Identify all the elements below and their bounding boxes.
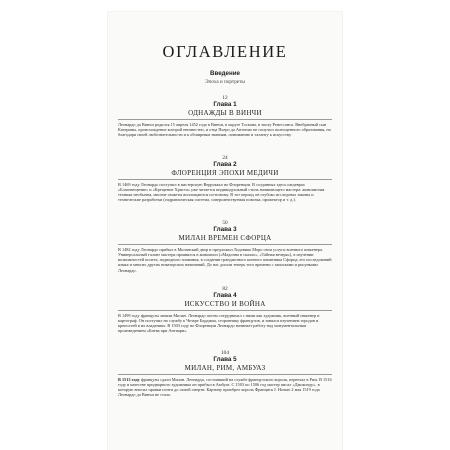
chapter-label: Глава 2 — [213, 161, 237, 168]
chapter-page-number: 12 — [222, 95, 228, 101]
chapter-page-number: 24 — [222, 155, 228, 161]
chapter-label: Глава 4 — [213, 292, 237, 299]
chapter-divider — [118, 310, 332, 311]
chapter-description-text: В 1482 году Леонардо прибыл в Миланский двор и предложил Лодовико Моро свои услуги военного инженера. Универсальный талант мастера проявился в живописи («Мадонна в скалах», «Тайная вечеря»), в изучении возможностей полета, подводного плавания, в создании грандиозного конного памятника Сфорца, его исследований языка и многих других новаторских начинаний. До нас дошли теперь того времени с записками и рисунками Леонардо. — [118, 246, 332, 273]
chapter-divider — [118, 374, 332, 375]
chapter-title: МИЛАН, РИМ, АМБУАЗ — [184, 364, 266, 372]
chapter-title: ОДНАЖДЫ В ВИНЧИ — [188, 109, 262, 117]
chapter-label: Глава 5 — [213, 356, 237, 363]
chapter-description-text: французы сдали Милан. Леонардо, состоявший на службе французского короля, переехал в Рим. В 1516 году в качестве придворного художника он прибыл в Амбуаз. С 1503 по 1506 год мастер писал «Джоконду», в которую вносил правки почти до самой смерти. Картину приобрел король Франциск I. Ночью 2 мая 1519 года Леонардо да Винчи не стало. — [118, 376, 332, 398]
paper-sheet — [108, 12, 342, 450]
chapter-divider — [118, 179, 332, 180]
page-title: ОГЛАВЛЕНИЕ — [162, 42, 288, 61]
chapter-entry-5 — [118, 350, 332, 398]
chapter-title: МИЛАН ВРЕМЕН СФОРЦА — [178, 234, 272, 242]
chapter-page-number: 104 — [221, 350, 229, 356]
chapter-description — [118, 313, 332, 334]
chapter-title: ИСКУССТВО И ВОЙНА — [184, 300, 266, 308]
chapter-description — [118, 122, 332, 138]
chapter-description-text: Леонардо да Винчи родился 15 апреля 1452 года в Винчи, в округе Тоскана, в эпоху Ренессанса. Внебрачный сын Катерины, происхождение которой неизвестно, и отца Пьеро да Антонио не получил полноценного образования, но благодаря своей любознательности и к обширным знаниям, пониманию и таланту к искусству. — [118, 121, 331, 138]
chapter-label: Глава 3 — [213, 226, 237, 233]
chapter-divider — [118, 119, 332, 120]
chapter-title: ФЛОРЕНЦИЯ ЭПОХИ МЕДИЧИ — [171, 169, 279, 177]
chapter-page-number: 82 — [222, 286, 228, 292]
chapter-description — [118, 377, 332, 398]
intro-heading: Введение — [210, 70, 240, 77]
chapter-entry-3 — [118, 220, 332, 273]
chapter-description-text: В 1469 году Леонардо поступил в мастерскую Верроккьо во Флоренции. В созданных здесь шедеврах «Благовещение» и «Крещение Христа» уже читается индивидуальный стиль начинающего мастера: живописная техника необычна, многие сюжеты воплощаются по-новому. В тот период он глубоко исследовал законы и технические разработки (гидравлическая система, совершенствуемая повозка, прожектор и т. д.). — [118, 181, 325, 203]
chapter-description — [118, 182, 332, 203]
chapter-divider — [118, 244, 332, 245]
chapter-entry-2 — [118, 155, 332, 203]
chapter-description-text: В 1499 году французы заняли Милан. Леонардо потом сотрудничал с ними как художник, военный инженер и картограф. Он поступил на службу к Чезаре Борджиа, стороннику французов, и занялся изучением городов и крепостей в их владениях. В 1503 году во Флоренции Леонардо начинает работу над монументальным произведением «Битва при Ангиари». — [118, 312, 320, 334]
intro-subtitle: Эпоха и портреты — [205, 79, 245, 85]
chapter-label: Глава 1 — [213, 101, 237, 108]
chapter-entry-1 — [118, 95, 332, 137]
chapter-description — [118, 247, 332, 273]
chapter-entry-4 — [118, 286, 332, 334]
chapter-description-lead: В 1513 году — [118, 376, 140, 382]
chapter-page-number: 50 — [222, 220, 228, 226]
